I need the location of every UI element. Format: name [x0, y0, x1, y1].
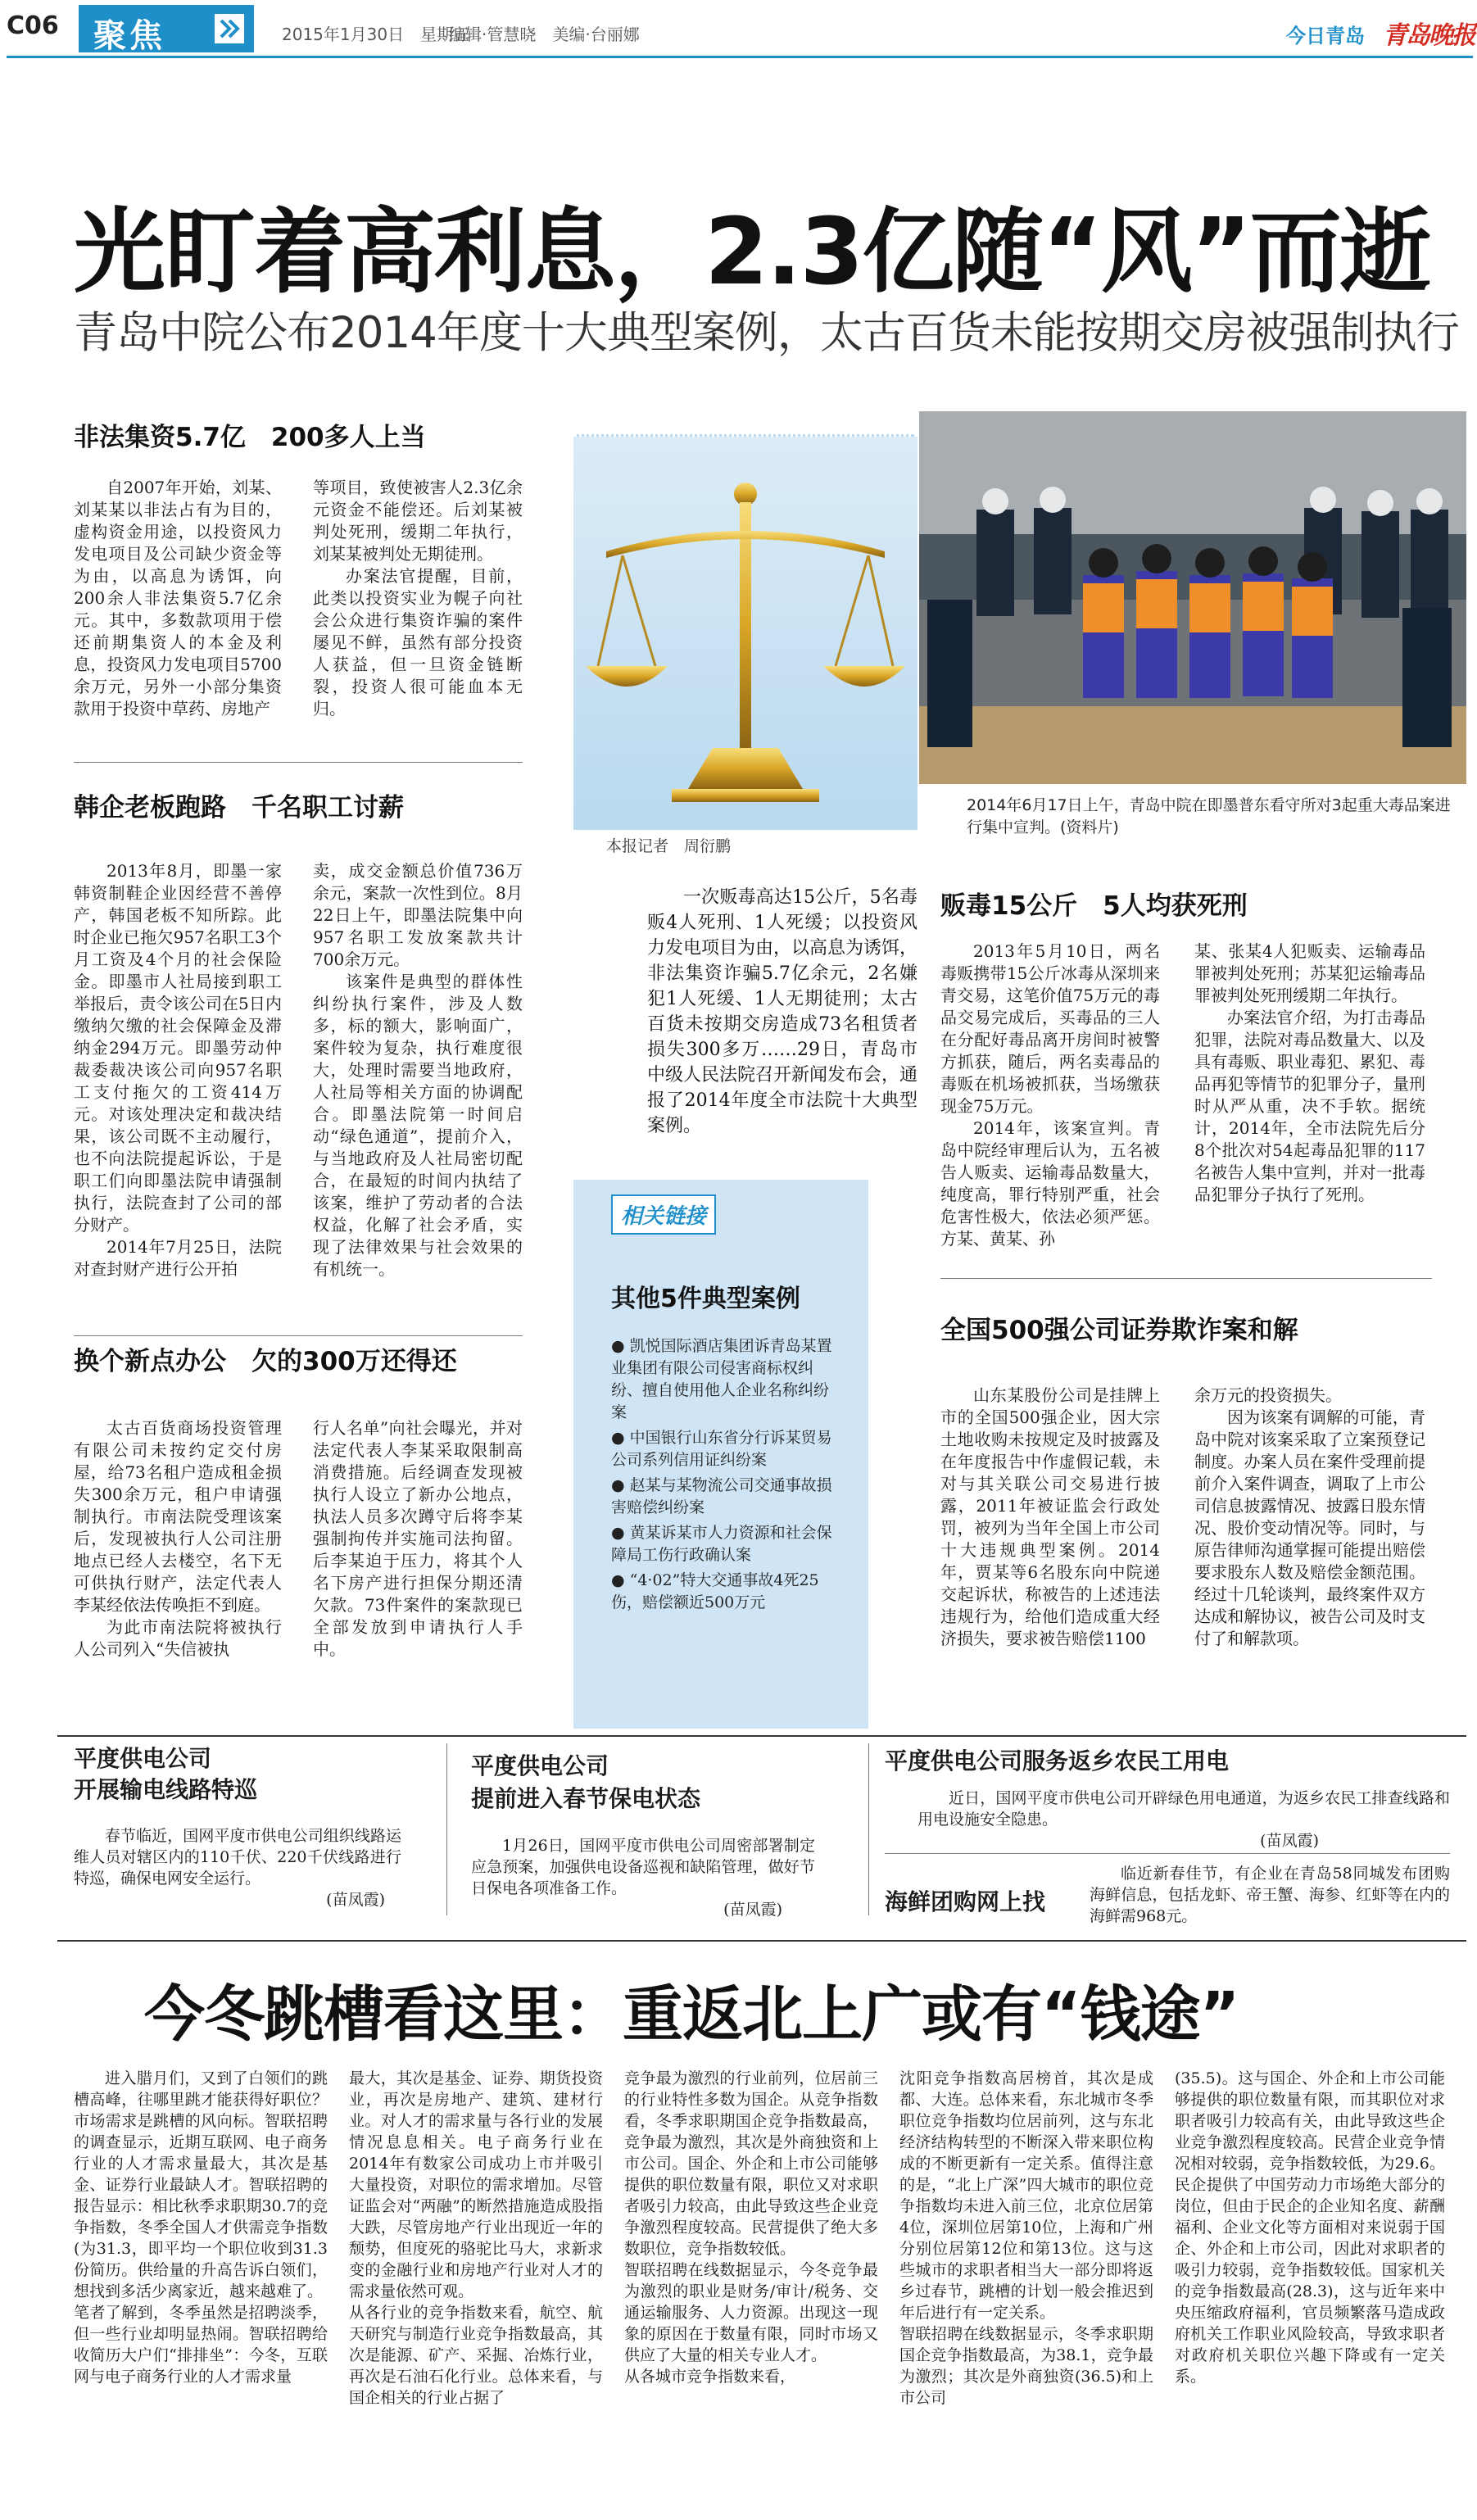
- jobs-column: [1175, 2068, 1445, 2387]
- brief-title-line: 开展输电线路特巡: [74, 1776, 258, 1803]
- paragraph: 最大，其次是基金、证券、期货投资业，再次是房地产、建筑、建材行业。对人才的需求量与各行业的发展情况息息相关。电子商务行业在2014年有数家公司成功上市并吸引大量投资，对职位的需求增加。尽管证监会对“两融”的断然措施造成股指大跌，尽管房地产行业出现近一年的颓势，但度死的骆驼比马大，求新求变的金融行业和房地产行业对人才的需求量依然可观。 从各行业的竞争指数来看，航空、航天研究与制造行业竞争指数最高，其次是能源、矿产、采掘、冶炼行业，再次是石油石化行业。总体来看，与国企相关的行业占据了: [349, 2069, 603, 2407]
- reporter-line: 本报记者 周衍鹏: [606, 837, 732, 855]
- brief-title-line: 平度供电公司: [471, 1752, 609, 1779]
- brief-4-body: [1090, 1863, 1450, 1927]
- article-column: [313, 860, 523, 1280]
- section-label: 聚焦: [93, 17, 165, 55]
- brief-1-body: [74, 1825, 401, 1910]
- article-column: [74, 1417, 282, 1661]
- paragraph: 办案法官介绍，为打击毒品犯罪，法院对毒品数量大、以及具有毒贩、职业毒犯、累犯、毒品再犯等情节的犯罪分子，量刑时从严从重，决不手软。据统计，2014年，全市法院先后分8个批次对54起毒品犯罪的117名被告人集中宣判，并对一批毒品犯罪分子执行了死刑。: [1194, 1008, 1425, 1204]
- paragraph: 卖，成交金额总价值736万余元，案款一次性到位。8月22日上午，即墨法院集中向957名职工发放案款共计700余万元。: [313, 861, 523, 969]
- header-date: 2015年1月30日 星期五: [282, 25, 470, 44]
- paragraph: 春节临近，国网平度市供电公司组织线路运维人员对辖区内的110千伏、220千伏线路进行特巡，确保电网安全运行。: [74, 1827, 401, 1888]
- header-column: 今日青岛: [1286, 25, 1365, 48]
- related-links-title: 其他5件典型案例: [611, 1285, 800, 1313]
- brief-3-body: [917, 1788, 1450, 1851]
- related-links-badge: 相关链接: [611, 1194, 716, 1235]
- jobs-column: [74, 2068, 328, 2387]
- paragraph: 山东某股份公司是挂牌上市的全国500强企业，因大宗土地收购未按规定及时披露及在年度报告中作虚假记载，未对与其关联公司交易进行披露，2011年被证监会行政处罚，被列为当年全国上市公司十大违规典型案例。2014年，贾某等6名股东向中院递交起诉状，称被告的上述违法违规行为，给他们造成重大经济损失，要求被告赔偿1100: [940, 1385, 1160, 1648]
- jobs-column: [349, 2068, 603, 2409]
- paragraph: 1月26日，国网平度市供电公司周密部署制定应急预案，加强供电设备巡视和缺陷管理，做好节日保电各项准备工作。: [471, 1837, 815, 1897]
- section-title-illegal-fundraising: 非法集资5.7亿 200多人上当: [74, 423, 426, 452]
- brief-author: (苗凤霞): [1260, 1832, 1319, 1850]
- paragraph: 余万元的投资损失。: [1194, 1385, 1342, 1405]
- paragraph: 太古百货商场投资管理有限公司未按约定交付房屋，给73名租户造成租金损失300余万元，租户申请强制执行。市南法院受理该案后，发现被执行人公司注册地点已经人去楼空，名下无可供执行财产，法定代表人李某经依法传唤拒不到庭。: [74, 1418, 282, 1615]
- scales-of-justice-icon: [573, 461, 917, 822]
- main-headline: 光盯着高利息，2.3亿随“风”而逝: [74, 199, 1430, 306]
- article-column: [1194, 1385, 1425, 1650]
- article-column: [1194, 940, 1425, 1206]
- list-item-text: “4·02”特大交通事故4死25伤，赔偿额近500万元: [611, 1571, 819, 1611]
- paragraph: 为此市南法院将被执行人公司列入“失信被执: [74, 1617, 282, 1659]
- brief-title-line: 提前进入春节保电状态: [471, 1785, 701, 1812]
- brief-2-body: [471, 1835, 815, 1920]
- article-column: [74, 860, 282, 1280]
- paragraph: 办案法官提醒，目前，此类以投资实业为幌子向社会公众进行集资诈骗的案件屡见不鲜，虽然有部分投资人获益，但一旦资金链断裂，投资人很可能血本无归。: [313, 566, 523, 718]
- jobs-column: [624, 2068, 878, 2387]
- divider: [940, 1278, 1432, 1279]
- list-item: ● 凯悦国际酒店集团诉青岛某置业集团有限公司侵害商标权纠纷、擅自使用他人企业名称纠纷案: [611, 1337, 832, 1421]
- paragraph: 竞争最为激烈的行业前列，位居前三的行业特性多数为国企。从竞争指数看，冬季求职期国企竞争指数最高，竞争最为激烈，其次是外商独资和上市公司。国企、外企和上市公司能够提供的职位数量有限，职位又对求职者吸引力较高，由此导致这些企业竞争激烈程度较高。民营提供了绝大多数职位，竞争指数较低。 智联招聘在线数据显示，今冬竞争最为激烈的职业是财务/审计/税务、交通运输服务、人力资源。出现这一现象的原因在于数量有限，同时市场又供应了大量的相关专业人才。 从各城市竞争指数来看，: [624, 2069, 878, 2386]
- jobs-headline: 今冬跳槽看这里：重返北上广或有“钱途”: [144, 1979, 1239, 2050]
- section-title-taigu: 换个新点办公 欠的300万还得还: [74, 1347, 457, 1376]
- paragraph: (35.5)。这与国企、外企和上市公司能够提供的职位数量有限，而其职位对求职者吸引力较高有关，由此导致这些企业竞争激烈程度较高。民营企业竞争情况相对较弱，竞争指数较低，为29.6。民企提供了中国劳动力市场绝大部分的岗位，但由于民企的企业知名度、薪酬福利、企业文化等方面相对来说弱于国企、外企和上市公司，因此对求职者的吸引力较弱，竞争指数较低。国家机关的竞争指数最高(28.3)，这与近年来中央压缩政府福利，官员频繁落马造成政府机关工作职业风险较高，导致求职者对政府机关职位兴趣下降或有一定关系。: [1175, 2069, 1445, 2386]
- list-item-text: 中国银行山东省分行诉某贸易公司系列信用证纠纷案: [611, 1429, 832, 1469]
- brief-title-line: 平度供电公司: [74, 1745, 212, 1772]
- courtroom-photo: [919, 411, 1466, 784]
- header-editor: 编辑·管慧晓 美编·台丽娜: [449, 25, 640, 44]
- divider: [868, 1743, 869, 1915]
- newspaper-logo: 青岛晚报: [1383, 21, 1475, 50]
- divider: [74, 1335, 523, 1336]
- list-item-text: 赵某与某物流公司交通事故损害赔偿纠纷案: [611, 1476, 832, 1516]
- paragraph: 沈阳竞争指数高居榜首，其次是成都、大连。总体来看，东北城市冬季职位竞争指数均位居前列，这与东北经济结构转型的不断深入带来职位构成的不断更新有一定关系。值得注意的是，“北上广深”四大城市的职位竞争指数均未进入前三位，北京位居第4位，深圳位居第10位，上海和广州分别位居第12位和第13位。这与这些城市的求职者相当大一部分即将返乡过春节，跳槽的计划一般会推迟到年后进行有一定关系。 智联招聘在线数据显示，冬季求职期国企竞争指数最高，为38.1，竞争最为激烈；其次是外商独资(36.5)和上市公司: [899, 2069, 1153, 2407]
- list-item: ● 中国银行山东省分行诉某贸易公司系列信用证纠纷案: [611, 1429, 832, 1469]
- section-title-securities: 全国500强公司证券欺诈案和解: [940, 1316, 1298, 1345]
- related-links-list: [611, 1335, 836, 1617]
- jobs-column: [899, 2068, 1153, 2409]
- paragraph: 自2007年开始，刘某、刘某某以非法占有为目的，虚构资金用途，以投资风力发电项目及公司缺少资金等为由，以高息为诱饵，向200余人非法集资5.7亿余元。其中，多数款项用于偿还前期集资人的本金及利息，投资风力发电项目5700余万元，另外一小部分集资款用于投资中草药、房地产: [74, 478, 282, 718]
- article-column: [940, 1385, 1160, 1650]
- list-item-text: 凯悦国际酒店集团诉青岛某置业集团有限公司侵害商标权纠纷、擅自使用他人企业名称纠纷案: [611, 1337, 832, 1421]
- courtroom-scene: [919, 411, 1466, 784]
- lead-paragraph: [647, 885, 917, 1139]
- paragraph: 某、张某4人犯贩卖、运输毒品罪被判处死刑；苏某犯运输毒品罪被判处死刑缓期二年执行。: [1194, 941, 1425, 1005]
- chevron-right-icon: [215, 14, 244, 43]
- paragraph: 行人名单”向社会曝光，并对法定代表人李某采取限制高消费措施。后经调查发现被执行人设立了新办公地点，执法人员多次蹲守后将李某强制拘传并实施司法拘留。后李某迫于压力，将其个人名下房产进行担保分期还清欠款。73件案件的案款现已全部发放到申请执行人手中。: [313, 1418, 523, 1659]
- article-column: [74, 477, 282, 720]
- article-column: [313, 1417, 523, 1661]
- briefs-top-rule: [57, 1735, 1466, 1737]
- header-rule: [7, 56, 1473, 58]
- lead-text: 一次贩毒高达15公斤，5名毒贩4人死刑、1人死缓；以投资风力发电项目为由，以高息为诱饵，非法集资诈骗5.7亿余元，2名嫌犯1人死缓、1人无期徒刑；太古百货未按期交房造成73名租赁者损失300多万……29日，青岛市中级人民法院召开新闻发布会，通报了2014年度全市法院十大典型案例。: [647, 887, 918, 1136]
- main-subhead: 青岛中院公布2014年度十大典型案例，太古百货未能按期交房被强制执行: [74, 308, 1459, 358]
- brief-author: (苗凤霞): [326, 1891, 385, 1909]
- divider: [885, 1853, 1450, 1854]
- paragraph: 进入腊月们，又到了白领们的跳槽高峰，往哪里跳才能获得好职位？市场需求是跳槽的风向标。智联招聘的调查显示，近期互联网、电子商务行业的人才需求量最大，其次是基金、证券行业最缺人才。智联招聘的报告显示：相比秋季求职期30.7的竞争指数，冬季全国人才供需竞争指数(为31.3，即平均一个职位收到31.3份简历。供给量的升高告诉白领们，想找到多活少离家近，越来越难了。 笔者了解到，冬季虽然是招聘淡季，但一些行业却明显热闹。智联招聘给收简历大户们“排排坐”：今冬，互联网与电子商务行业的人才需求量: [74, 2069, 328, 2386]
- paragraph: 因为该案有调解的可能，青岛中院对该案采取了立案预登记制度。办案人员在案件受理前提前介入案件调查，调取了上市公司信息披露情况、披露日股东情况、股价变动情况等。同时，与原告律师沟通掌握可能提出赔偿要求股东人数及赔偿金额范围。经过十几轮谈判，最终案件双方达成和解协议，被告公司及时支付了和解款项。: [1194, 1407, 1425, 1648]
- section-tab: [79, 5, 254, 55]
- related-links-box: [573, 1180, 868, 1729]
- brief-4-title: 海鲜团购网上找: [885, 1888, 1046, 1915]
- brief-3-title: 平度供电公司服务返乡农民工用电: [885, 1747, 1230, 1774]
- paragraph: 该案件是典型的群体性纠纷执行案件，涉及人数多，标的额大，影响面广，案件较为复杂，执行难度很大，处理时需要当地政府，人社局等相关方面的协调配合。即墨法院第一时间启动“绿色通道”，提前介入，与当地政府及人社局密切配合，在最短的时间内执结了该案，维护了劳动者的合法权益，化解了社会矛盾，实现了法律效果与社会效果的有机统一。: [313, 972, 523, 1279]
- paragraph: 2013年5月10日，两名毒贩携带15公斤冰毒从深圳来青交易，这笔价值75万元的毒品交易完成后，买毒品的三人在分配好毒品离开房间时被警方抓获，随后，两名卖毒品的毒贩在机场被抓获，当场缴获现金75万元。: [940, 941, 1160, 1116]
- article-column: [313, 477, 523, 720]
- page-number: C06: [7, 11, 59, 40]
- paragraph: 2013年8月，即墨一家韩资制鞋企业因经营不善停产，韩国老板不知所踪。此时企业已拖欠957名职工3个月工资及4个月的社会保险金。即墨市人社局接到职工举报后，责令该公司在5日内缴纳欠缴的社会保障金及滞纳金294万元。即墨劳动仲裁委裁决该公司向957名职工支付拖欠的工资414万元。对该处理决定和裁决结果，该公司既不主动履行，也不向法院提起诉讼，于是职工们向即墨法院申请强制执行，法院查封了公司的部分财产。: [74, 861, 282, 1235]
- scales-illustration: [573, 434, 917, 830]
- section-title-korean-firm: 韩企老板跑路 千名职工讨薪: [74, 793, 404, 823]
- jobs-top-rule: [57, 1940, 1466, 1942]
- brief-author: (苗凤霞): [723, 1901, 782, 1919]
- paragraph: 近日，国网平度市供电公司开辟绿色用电通道，为返乡农民工排查线路和用电设施安全隐患。: [917, 1789, 1450, 1829]
- paragraph: 临近新春佳节，有企业在青岛58同城发布团购海鲜信息，包括龙虾、帝王蟹、海参、红虾等在内的海鲜需968元。: [1090, 1865, 1450, 1925]
- divider: [446, 1743, 447, 1915]
- paragraph: 等项目，致使被害人2.3亿余元资金不能偿还。后刘某被判处死刑，缓期二年执行，刘某某被判处无期徒刑。: [313, 478, 523, 564]
- list-item: ● 赵某与某物流公司交通事故损害赔偿纠纷案: [611, 1476, 832, 1516]
- photo-caption: 2014年6月17日上午，青岛中院在即墨普东看守所对3起重大毒品案进行集中宣判。(资料片): [967, 796, 1451, 836]
- brief-2-title: [471, 1750, 700, 1815]
- paragraph: 2014年，该案宣判。青岛中院经审理后认为，五名被告人贩卖、运输毒品数量大，纯度高，罪行特别严重，社会危害性极大，依法必须严惩。方某、黄某、孙: [940, 1118, 1160, 1249]
- list-item: ● “4·02”特大交通事故4死25伤，赔偿额近500万元: [611, 1571, 819, 1611]
- article-column: [940, 940, 1160, 1250]
- brief-1-title: [74, 1743, 257, 1806]
- paragraph: 2014年7月25日，法院对查封财产进行公开拍: [74, 1237, 282, 1279]
- divider: [74, 762, 523, 763]
- list-item-text: 黄某诉某市人力资源和社会保障局工伤行政确认案: [611, 1524, 832, 1564]
- list-item: ● 黄某诉某市人力资源和社会保障局工伤行政确认案: [611, 1524, 832, 1564]
- section-title-drug-case: 贩毒15公斤 5人均获死刑: [940, 891, 1248, 921]
